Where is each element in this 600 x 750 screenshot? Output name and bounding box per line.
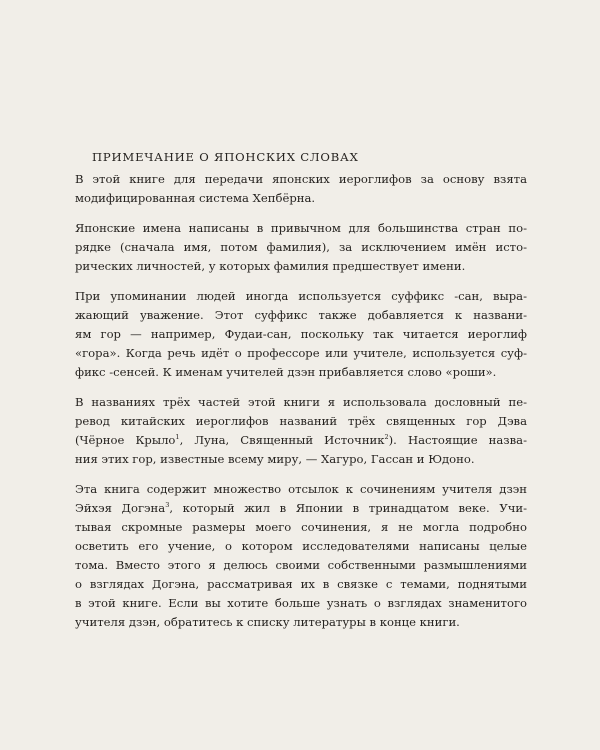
text-line: в этой книге. Если вы хотите больше узнать о взглядах знаменитого xyxy=(75,596,527,610)
text-line: тывая скромные размеры моего сочинения, я не могла подробно xyxy=(75,520,527,534)
text-line-with-footnote xyxy=(75,499,527,518)
footnote-marker: 2 xyxy=(384,433,389,441)
text-line: ям гор — например, Фудаи-сан, поскольку так читается иероглиф xyxy=(75,327,527,341)
section-heading: ПРИМЕЧАНИЕ О ЯПОНСКИХ СЛОВАХ xyxy=(92,150,359,164)
text-line: Эта книга содержит множество отсылок к сочинениям учителя дзэн xyxy=(75,482,527,496)
text-line-with-footnotes xyxy=(75,431,527,450)
text-line: ния этих гор, известные всему миру, — Хагуро, Гассан и Юдоно. xyxy=(75,452,475,466)
footnote-marker: 1 xyxy=(175,433,180,441)
text-fragment: , Луна, Священный Источник xyxy=(179,433,385,447)
text-line: учителя дзэн, обратитесь к списку литературы в конце книги. xyxy=(75,615,460,629)
text-line: жающий уважение. Этот суффикс также добавляется к названи- xyxy=(75,308,527,322)
text-line: В названиях трёх частей этой книги я использовала дословный пе- xyxy=(75,395,527,409)
text-fragment: , который жил в Японии в тринадцатом веке. Учи- xyxy=(169,501,528,515)
text-line: Японские имена написаны в привычном для большинства стран по- xyxy=(75,221,527,235)
text-line: о взглядах Догэна, рассматривая их в связке с темами, поднятыми xyxy=(75,577,527,591)
text-fragment: (Чёрное Крыло xyxy=(75,433,176,447)
text-line: модифицированная система Хепбёрна. xyxy=(75,191,316,205)
text-line: рядке (сначала имя, потом фамилия), за исключением имён истo- xyxy=(75,240,527,254)
text-line: При упоминании людей иногда используется суффикс -сан, выра- xyxy=(75,289,527,303)
text-line: «гора». Когда речь идёт о профессоре или учителе, используется суф- xyxy=(75,346,527,360)
text-line: ревод китайских иероглифов названий трёх священных гор Дэва xyxy=(75,414,527,428)
text-fragment: ). Настоящие назва- xyxy=(388,433,527,447)
text-line: рических личностей, у которых фамилия предшествует имени. xyxy=(75,259,466,273)
paragraph-name-order xyxy=(75,219,527,276)
text-fragment: Эйхэя Догэна xyxy=(75,501,166,515)
paragraph-dogen xyxy=(75,480,527,632)
text-line: В этой книге для передачи японских иероглифов за основу взята xyxy=(75,172,527,186)
text-line: осветить его учение, о котором исследователями написаны целые xyxy=(75,539,527,553)
text-line: тома. Вместо этого я делюсь своими собственными размышлениями xyxy=(75,558,527,572)
paragraph-part-titles xyxy=(75,393,527,469)
paragraph-suffixes xyxy=(75,287,527,382)
paragraph-romanization xyxy=(75,170,527,208)
text-body xyxy=(75,170,527,643)
text-line: фикс -сенсей. К именам учителей дзэн прибавляется слово «роши». xyxy=(75,365,497,379)
footnote-marker: 3 xyxy=(165,501,170,509)
